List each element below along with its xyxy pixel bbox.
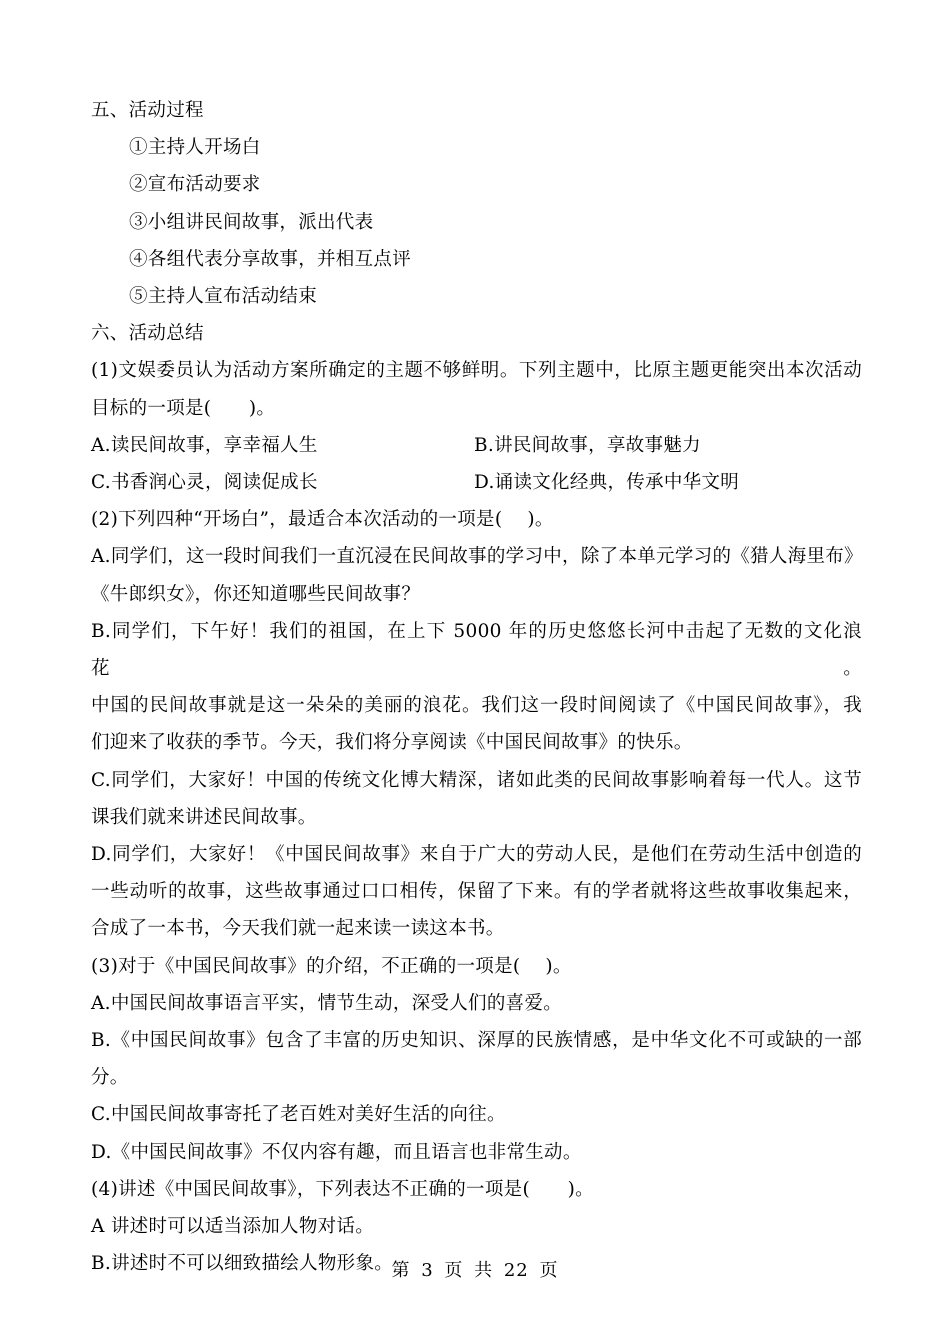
page-number-footer: 第 3 页 共 22 页 xyxy=(391,1260,559,1281)
q1-options-row2 xyxy=(91,464,862,501)
step-5: ⑤主持人宣布活动结束 xyxy=(129,286,318,308)
q2-option-a-line2: 《牛郎织女》，你还知道哪些民间故事？ xyxy=(91,583,421,605)
q2-option-b-line2: 中国的民间故事就是这一朵朵的美丽的浪花。我们这一段时间阅读了《中国民间故事》，我 xyxy=(91,695,862,717)
q3-stem: (3)对于《中国民间故事》的介绍，不正确的一项是( )。 xyxy=(91,955,572,977)
q2-option-b-line1: B.同学们，下午好！我们的祖国，在上下 5000 年的历史悠悠长河中击起了无数的文化浪花。 xyxy=(91,620,862,680)
q3-option-b-line2: 分。 xyxy=(91,1067,129,1089)
q1-option-b: B.讲民间故事，享故事魅力 xyxy=(474,434,701,456)
q4-option-b: B.讲述时不可以细致描绘人物形象。 xyxy=(91,1253,394,1275)
q1-option-a: A.读民间故事，享幸福人生 xyxy=(91,434,318,456)
q2-option-b-line3: 们迎来了收获的季节。今天，我们将分享阅读《中国民间故事》的快乐。 xyxy=(91,732,693,754)
q1-options-row1 xyxy=(91,427,862,464)
q4-stem: (4)讲述《中国民间故事》，下列表达不正确的一项是( )。 xyxy=(91,1178,594,1200)
step-1: ①主持人开场白 xyxy=(129,137,261,159)
q2-option-d-line3: 合成了一本书，今天我们就一起来读一读这本书。 xyxy=(91,918,505,940)
q2-option-d-line2: 一些动听的故事，这些故事通过口口相传，保留了下来。有的学者就将这些故事收集起来， xyxy=(91,881,862,903)
q1-option-d: D.诵读文化经典，传承中华文明 xyxy=(474,472,740,494)
q1-stem-line1: (1)文娱委员认为活动方案所确定的主题不够鲜明。下列主题中，比原主题更能突出本次活动 xyxy=(91,360,862,382)
step-2: ②宣布活动要求 xyxy=(129,174,261,196)
q2-stem: (2)下列四种“开场白”，最适合本次活动的一项是( )。 xyxy=(91,509,554,531)
step-4: ④各组代表分享故事，并相互点评 xyxy=(129,248,412,270)
q2-option-d-line1: D.同学们，大家好！《中国民间故事》来自于广大的劳动人民，是他们在劳动生活中创造的 xyxy=(91,844,862,866)
q1-option-c: C.书香润心灵，阅读促成长 xyxy=(91,472,318,494)
q2-option-c-line1: C.同学们，大家好！中国的传统文化博大精深，诸如此类的民间故事影响着每一代人。这节 xyxy=(91,769,862,791)
step-3: ③小组讲民间故事，派出代表 xyxy=(129,211,374,233)
q2-option-a-line1: A.同学们，这一段时间我们一直沉浸在民间故事的学习中，除了本单元学习的《猎人海里布》 xyxy=(91,546,863,568)
section6-heading: 六、活动总结 xyxy=(91,323,204,345)
section5-heading: 五、活动过程 xyxy=(91,100,204,121)
q1-stem-line2: 目标的一项是( )。 xyxy=(91,397,276,419)
q2-option-c-line2: 课我们就来讲述民间故事。 xyxy=(91,806,317,828)
q3-option-d: D.《中国民间故事》不仅内容有趣，而且语言也非常生动。 xyxy=(91,1141,582,1163)
q3-option-a: A.中国民间故事语言平实，情节生动，深受人们的喜爱。 xyxy=(91,992,563,1014)
q3-option-b-line1: B.《中国民间故事》包含了丰富的历史知识、深厚的民族情感，是中华文化不可或缺的一部 xyxy=(91,1030,862,1052)
q3-option-c: C.中国民间故事寄托了老百姓对美好生活的向往。 xyxy=(91,1104,506,1126)
q4-option-a: A 讲述时可以适当添加人物对话。 xyxy=(91,1216,375,1238)
